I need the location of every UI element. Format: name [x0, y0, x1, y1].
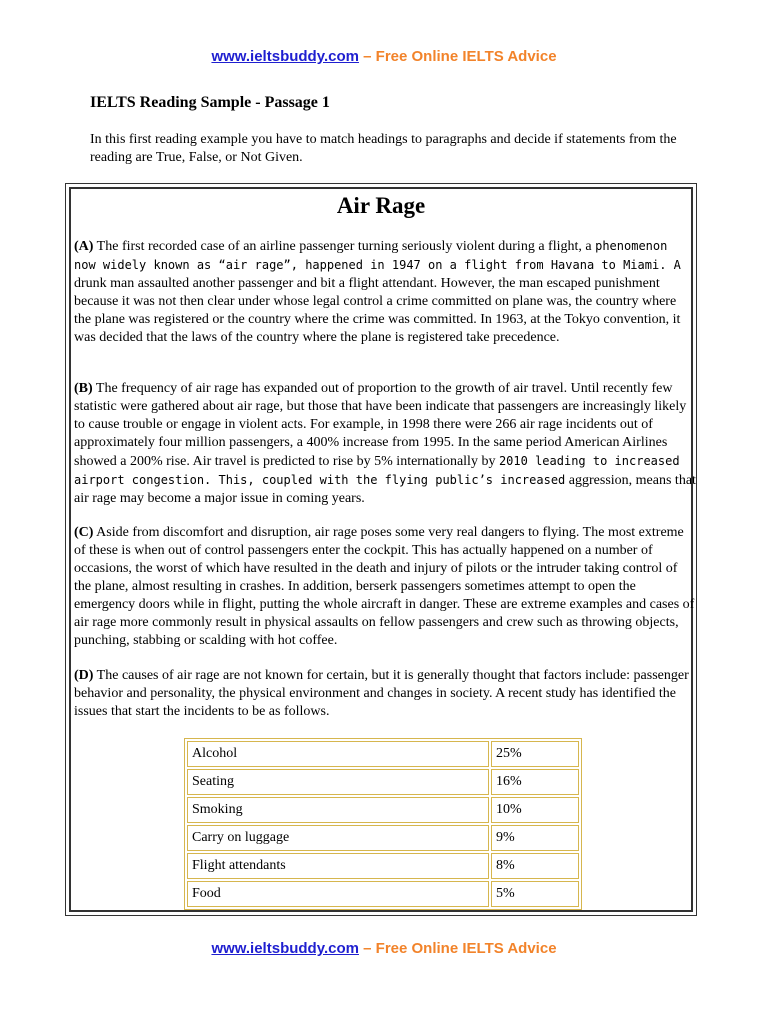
paragraph-label: (C)	[74, 525, 94, 540]
paragraph-text: 2010 leading to increased airport congestion. This, coupled with the flying public’s increased	[74, 454, 680, 487]
header-dash: –	[363, 48, 372, 65]
cause-cell: Seating	[187, 769, 489, 795]
header-banner	[0, 48, 768, 65]
table-row	[187, 769, 579, 795]
cause-cell: Flight attendants	[187, 853, 489, 879]
table-row	[187, 825, 579, 851]
site-link[interactable]: www.ieltsbuddy.com	[211, 940, 359, 957]
cause-cell: Alcohol	[187, 741, 489, 767]
paragraph-a	[74, 237, 696, 347]
percent-cell: 9%	[491, 825, 579, 851]
paragraph-text: The causes of air rage are not known for certain, but it is generally thought that factors include: passenger behavior and personality, the physical environment and changes in society. A recent study has identified the issues that start the incidents to be as follows.	[74, 668, 689, 719]
paragraph-c	[74, 524, 696, 650]
paragraph-text: drunk man assaulted another passenger and bit a flight attendant. However, the man escaped punishment because it was not then clear under whose legal control a crime committed on plane was, the country where the plane was registered or the country where the crime was committed. In 1963, at the Tokyo convention, it was decided that the laws of the country where the plane is registered take precedence.	[74, 276, 681, 345]
paragraph-d	[74, 667, 696, 721]
footer-banner	[0, 940, 768, 957]
cause-cell: Smoking	[187, 797, 489, 823]
site-link[interactable]: www.ieltsbuddy.com	[211, 48, 359, 65]
paragraph-label: (D)	[74, 668, 94, 683]
passage-title: Air Rage	[336, 193, 426, 218]
footer-dash: –	[363, 940, 372, 957]
paragraph-label: (A)	[74, 239, 94, 254]
paragraph-text: The first recorded case of an airline passenger turning seriously violent during a flight, a	[93, 239, 596, 254]
document-title: IELTS Reading Sample - Passage 1	[90, 94, 330, 111]
paragraph-text: Aside from discomfort and disruption, air rage poses some very real dangers to flying. The most extreme of these is when out of control passengers enter the cockpit. This has actually happened on a number of occasions, the worst of which have resulted in the death and injury of pilots or the intruder taking control of the plane, almost resulting in crashes. In addition, berserk passengers sometimes attempt to open the emergency doors while in flight, putting the whole aircraft in danger. These are extreme examples and cases of air rage more commonly result in physical assaults on fellow passengers and crew such as throwing objects, punching, stabbing or scalding with hot coffee.	[74, 525, 695, 648]
cause-cell: Food	[187, 881, 489, 907]
table-row	[187, 741, 579, 767]
percent-cell: 5%	[491, 881, 579, 907]
paragraph-text: The frequency of air rage has expanded out of proportion to the growth of air travel. Until recently few statistic were gathered about air rage, but those that have been indicate that passengers are increasingly likely to cause trouble or engage in violent acts. For example, in 1998 there were 266 air rage incidents out of approximately four million passengers, a 400% increase from 1995. In the same period American Airlines showed a 200% rise. Air travel is predicted to rise by 5% internationally by	[74, 381, 687, 469]
paragraph-text: phenomenon now widely known as “air rage”, happened in 1947 on a flight from Havana to Miami. A	[74, 239, 681, 272]
table-row	[187, 853, 579, 879]
percent-cell: 16%	[491, 769, 579, 795]
percent-cell: 8%	[491, 853, 579, 879]
cause-cell: Carry on luggage	[187, 825, 489, 851]
percent-cell: 25%	[491, 741, 579, 767]
paragraph-label: (B)	[74, 381, 93, 396]
causes-table	[184, 738, 582, 910]
table-row	[187, 881, 579, 907]
table-row	[187, 797, 579, 823]
percent-cell: 10%	[491, 797, 579, 823]
paragraph-b	[74, 380, 696, 508]
paragraph-text: aggression, means that air rage may become a major issue in coming years.	[74, 473, 696, 506]
intro-text: In this first reading example you have to match headings to paragraphs and decide if statements from the reading are True, False, or Not Given.	[90, 132, 677, 165]
header-tagline: Free Online IELTS Advice	[375, 48, 557, 65]
footer-tagline: Free Online IELTS Advice	[375, 940, 557, 957]
